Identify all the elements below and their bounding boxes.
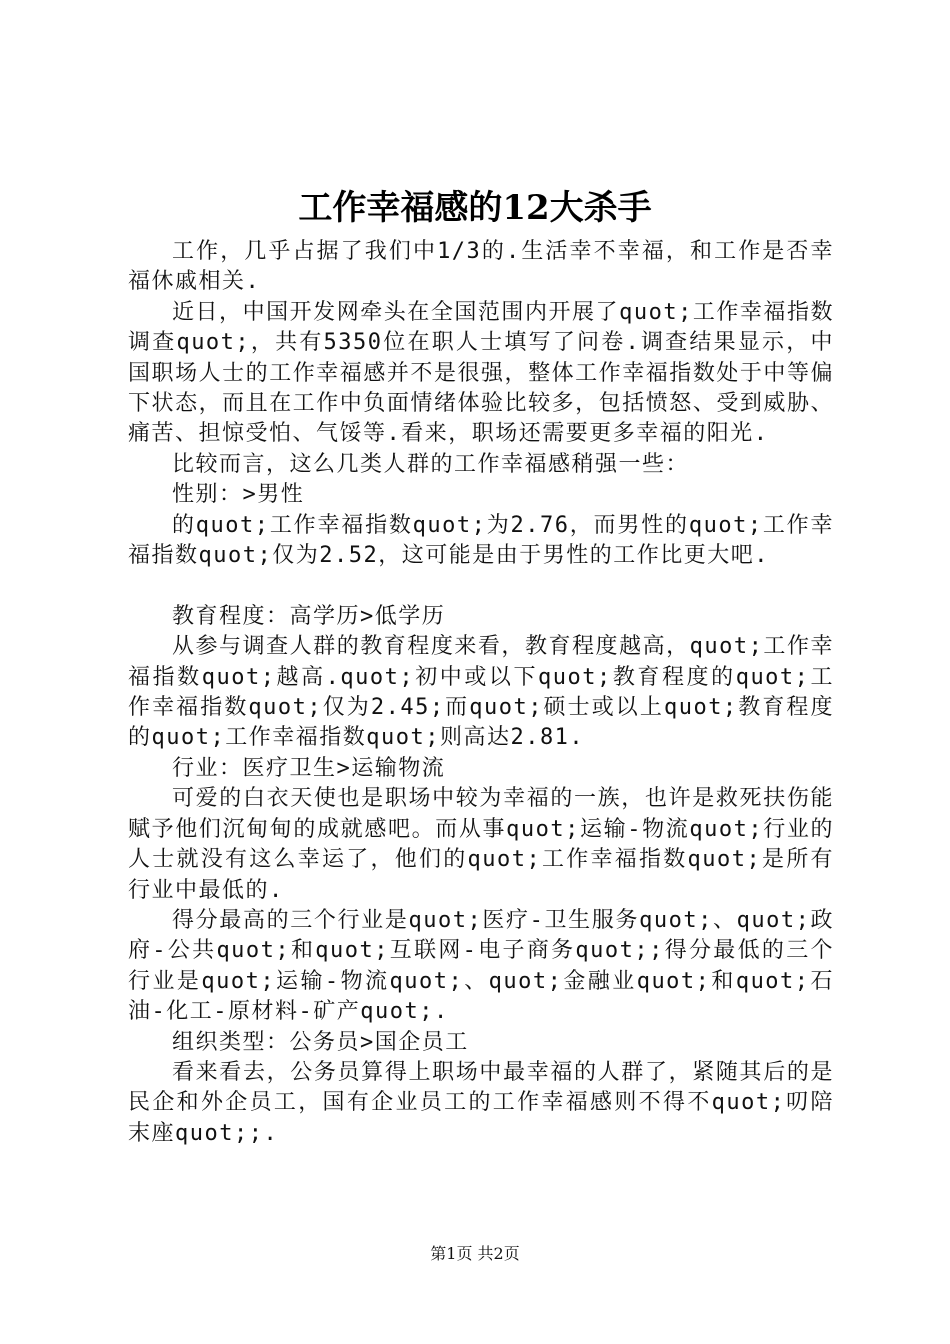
- paragraph: 工作，几乎占据了我们中1/3的.生活幸不幸福，和工作是否幸福休戚相关.: [128, 239, 834, 295]
- blank-line: [128, 571, 834, 601]
- document-title: 工作幸福感的12大杀手: [298, 188, 652, 228]
- section-heading-gender: 性别：>男性: [172, 482, 305, 508]
- section-heading-industry: 行业：医疗卫生>运输物流: [172, 755, 446, 781]
- paragraph: 的quot;工作幸福指数quot;为2.76，而男性的quot;工作幸福指数quot;仅为2.52，这可能是由于男性的工作比更大吧.: [128, 512, 834, 569]
- paragraph: 得分最高的三个行业是quot;医疗-卫生服务quot;、quot;政府-公共quot;和quot;互联网-电子商务quot;;得分最低的三个行业是quot;运输-物流quot;、quot;金融业quot;和quot;石油-化工-原材料-矿产quot;.: [128, 907, 834, 1025]
- paragraph: 可爱的白衣天使也是职场中较为幸福的一族，也许是救死扶伤能赋予他们沉甸甸的成就感吧。而从事quot;运输-物流quot;行业的人士就没有这么幸运了，他们的quot;工作幸福指数quot;是所有行业中最低的.: [128, 786, 834, 903]
- paragraph: 从参与调查人群的教育程度来看，教育程度越高，quot;工作幸福指数quot;越高.quot;初中或以下quot;教育程度的quot;工作幸福指数quot;仅为2.45;而quot;硕士或以上quot;教育程度的quot;工作幸福指数quot;则高达2.81.: [128, 634, 834, 751]
- paragraph: 近日，中国开发网牵头在全国范围内开展了quot;工作幸福指数调查quot;，共有5350位在职人士填写了问卷.调查结果显示，中国职场人士的工作幸福感并不是很强，整体工作幸福指数处于中等偏下状态，而且在工作中负面情绪体验比较多，包括愤怒、受到威胁、痛苦、担惊受怕、气馁等.看来，职场还需要更多幸福的阳光.: [128, 299, 834, 447]
- document-body: [128, 237, 834, 1149]
- section-heading-organization: 组织类型：公务员>国企员工: [172, 1029, 469, 1055]
- section-heading-education: 教育程度：高学历>低学历: [172, 603, 446, 629]
- paragraph: 比较而言，这么几类人群的工作幸福感稍强一些：: [172, 451, 690, 477]
- paragraph: 看来看去，公务员算得上职场中最幸福的人群了，紧随其后的是民企和外企员工，国有企业员工的工作幸福感则不得不quot;叨陪末座quot;;.: [128, 1059, 834, 1146]
- page-number: 第1页 共2页: [430, 1244, 520, 1263]
